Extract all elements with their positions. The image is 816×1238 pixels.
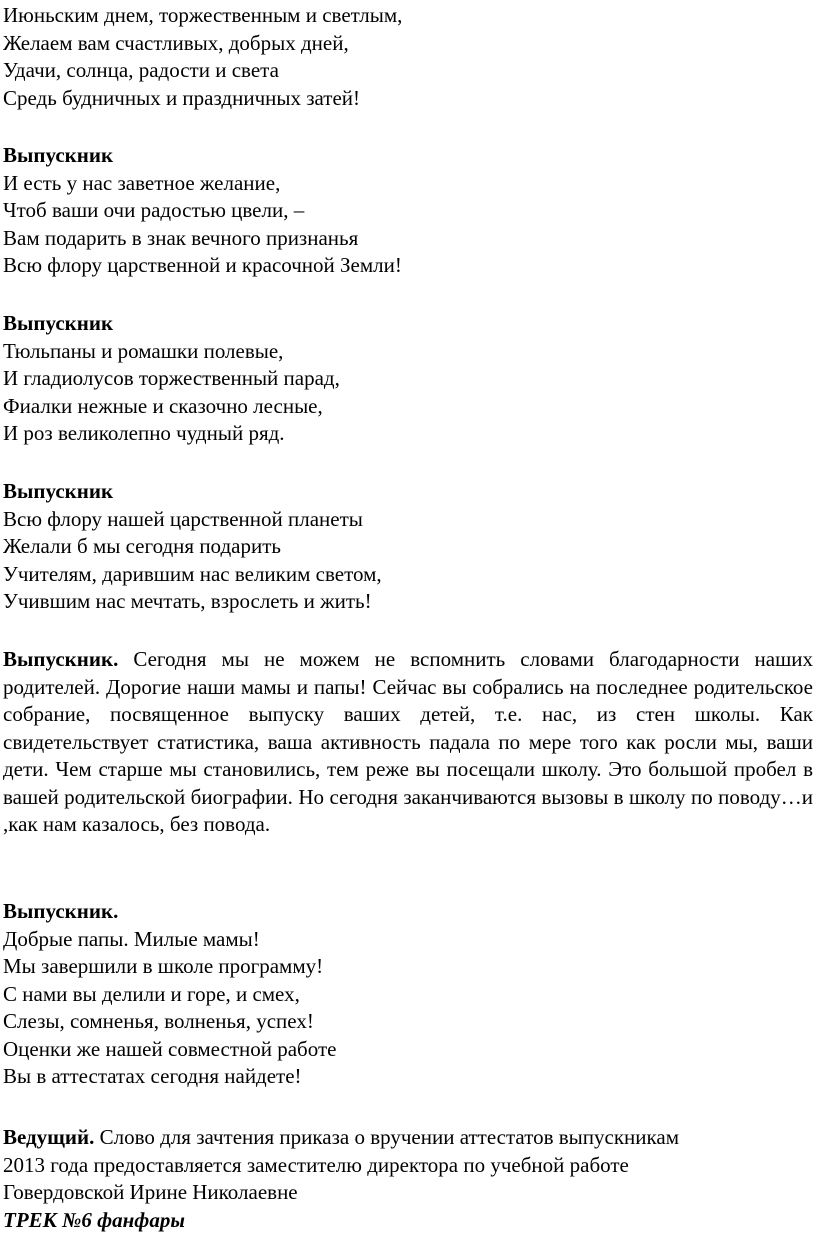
poem-line: Добрые папы. Милые мамы!: [3, 926, 260, 951]
poem-line: Удачи, солнца, радости и света: [3, 58, 279, 82]
poem-line: Слезы, сомненья, волненья, успех!: [3, 1009, 314, 1033]
poem-line: Учителям, дарившим нас великим светом,: [3, 561, 382, 586]
poem-line: Фиалки нежные и сказочно лесные,: [3, 393, 323, 418]
host-line: [3, 1124, 679, 1152]
poem-line: Тюльпаны и ромашки полевые,: [3, 338, 284, 363]
poem-line: Июньским днем, торжественным и светлым,: [3, 3, 403, 27]
poem-line: Чтоб ваши очи радостью цвели, –: [3, 198, 305, 222]
host-text: Слово для зачтения приказа о вручении аттестатов выпускникам: [94, 1125, 680, 1149]
prose-paragraph: [3, 646, 813, 839]
poem-line: Оценки же нашей совместной работе: [3, 1036, 337, 1061]
poem-stanza: [3, 2, 402, 112]
host-line: Говердовской Ирине Николаевне: [3, 1180, 298, 1204]
poem-line: Вам подарить в знак вечного признанья: [3, 225, 359, 250]
poem-line: И роз великолепно чудный ряд.: [3, 421, 285, 445]
poem-line: С нами вы делили и горе, и смех,: [3, 981, 300, 1006]
prose-text: Сегодня мы не можем не вспомнить словами благодарности наших родителей. Дорогие наши мамы и папы! Сейчас вы собрались на последнее родительское собрание, посвященное выпуску ваших детей, т.е. нас, из стен школы. Как свидетельствует статистика, ваша активность падала по мере того как росли мы, ваши дети. Чем старше мы становились, тем реже вы посещали школу. Это большой пробел в вашей родительской биографии. Но сегодня заканчиваются вызовы в школу по поводу…и ,как нам казалось, без повода.: [3, 647, 813, 836]
host-line: 2013 года предоставляется заместителю директора по учебной работе: [3, 1152, 629, 1177]
poem-line: Всю флору царственной и красочной Земли!: [3, 253, 402, 277]
speaker-label: Выпускник.: [3, 647, 119, 671]
speaker-label: Выпускник: [3, 479, 114, 503]
poem-line: Учившим нас мечтать, взрослеть и жить!: [3, 589, 372, 613]
poem-line: Средь будничных и праздничных затей!: [3, 85, 361, 110]
poem-line: И есть у нас заветное желание,: [3, 170, 281, 195]
speaker-label: Выпускник: [3, 311, 114, 335]
poem-stanza: [3, 478, 382, 616]
poem-line: Мы завершили в школе программу!: [3, 954, 324, 978]
poem-line: Желали б мы сегодня подарить: [3, 534, 281, 558]
poem-stanza: [3, 142, 402, 280]
poem-line: Вы в аттестатах сегодня найдете!: [3, 1064, 302, 1088]
poem-stanza: [3, 310, 340, 448]
speaker-label: Выпускник: [3, 143, 114, 167]
track-cue: ТРЕК №6 фанфары: [3, 1207, 185, 1232]
host-block: [3, 1124, 679, 1234]
speaker-label: Ведущий.: [3, 1125, 95, 1149]
poem-line: Желаем вам счастливых, добрых дней,: [3, 30, 349, 55]
poem-stanza: [3, 898, 336, 1091]
poem-line: И гладиолусов торжественный парад,: [3, 366, 340, 390]
speaker-label: Выпускник.: [3, 899, 119, 923]
poem-line: Всю флору нашей царственной планеты: [3, 506, 363, 531]
